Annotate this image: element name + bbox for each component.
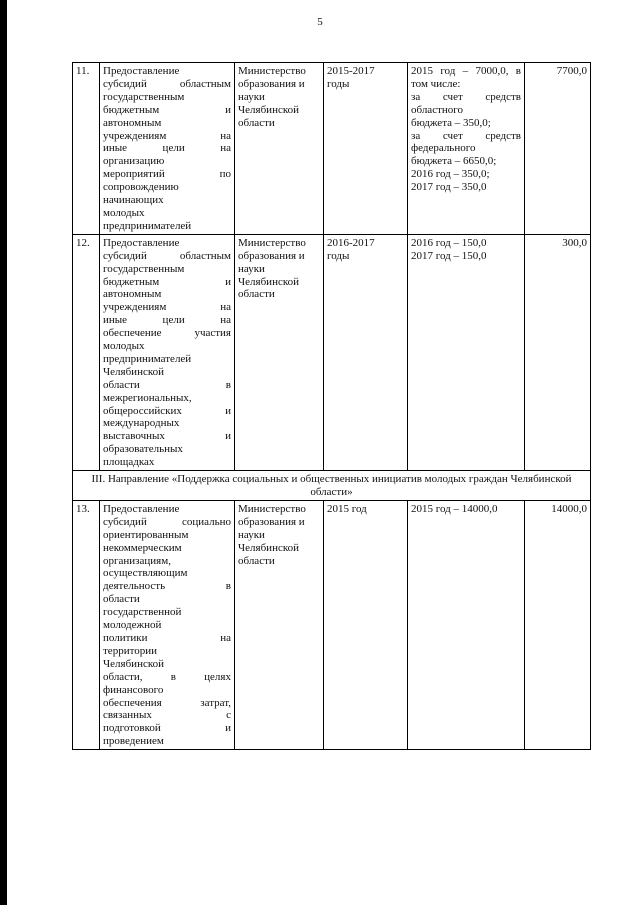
measure-description-line: подготовкой и [103, 722, 231, 735]
measure-description-line: политики на [103, 631, 231, 644]
funding-breakdown-line: 2015 год – 7000,0, в [411, 65, 521, 77]
measure-description-line: области, в целях [103, 670, 231, 683]
row-number: 11. [73, 63, 100, 235]
measure-description-line: государственной [103, 606, 182, 619]
funding-breakdown-line: 2016 год – 150,0 [411, 236, 487, 249]
row-number: 13. [73, 500, 100, 749]
measure-description-line: области в [103, 378, 231, 391]
funding-breakdown [408, 234, 525, 470]
measure-description-line: осуществляющим [103, 567, 188, 580]
implementation-period-line: годы [327, 249, 350, 262]
implementation-period [324, 63, 408, 235]
measure-description-line: бюджетным и [103, 103, 231, 116]
implementation-period-line: 2016-2017 [327, 236, 375, 249]
page-edge-shadow [0, 0, 7, 905]
funding-breakdown-line: бюджета – 6650,0; [411, 155, 497, 168]
measure-description-line: молодежной [103, 619, 162, 632]
responsible-executor-line: Министерство [238, 65, 306, 77]
implementation-period [324, 234, 408, 470]
measure-description-line: иные цели на [103, 314, 231, 327]
measure-description-line: некоммерческим [103, 541, 182, 554]
section-header-row [73, 471, 591, 501]
measure-description-line: Челябинской [103, 365, 165, 378]
measure-description-line: предпринимателей [103, 219, 192, 232]
measure-description-line: финансового [103, 683, 164, 696]
measure-description-line: предпринимателей [103, 352, 192, 365]
responsible-executor-line: образования и [238, 249, 305, 262]
measure-description-line: ориентированным [103, 528, 189, 541]
responsible-executor-line: области [238, 288, 275, 301]
funding-breakdown-line: том числе: [411, 77, 461, 90]
responsible-executor [235, 500, 324, 749]
measure-description-line: проведением [103, 735, 164, 748]
funding-breakdown-line: бюджета – 350,0; [411, 116, 491, 129]
measure-description-line: общероссийских и [103, 404, 231, 417]
measure-description-line: территории [103, 644, 158, 657]
funding-breakdown-line: за счет средств [411, 90, 521, 103]
section-header: III. Направление «Поддержка социальных и общественных инициатив молодых граждан Челябинской области» [73, 471, 591, 501]
measure-description-line: Предоставление [103, 65, 180, 77]
measure-description-line: международных [103, 417, 180, 430]
measure-description-line: выставочных и [103, 430, 231, 443]
measure-description-line: сопровождению [103, 181, 179, 194]
measure-description-line: обеспечение участия [103, 327, 231, 340]
measure-description-line: Предоставление [103, 502, 180, 515]
measure-description [100, 500, 235, 749]
measure-description-line: государственным [103, 262, 185, 275]
measure-description-line: деятельность в [103, 580, 231, 593]
measure-description-line: субсидий социально [103, 515, 231, 528]
responsible-executor-line: Министерство [238, 502, 306, 515]
table-row [73, 234, 591, 470]
measure-description-line: начинающих [103, 194, 164, 207]
measures-table [72, 62, 591, 750]
measure-description-line: мероприятий по [103, 168, 231, 181]
measure-description-line: Челябинской [103, 657, 165, 670]
measure-description-line: межрегиональных, [103, 391, 192, 404]
responsible-executor-line: Челябинской [238, 103, 300, 116]
funding-breakdown-line: 2015 год – 14000,0 [411, 502, 498, 515]
measure-description-line: субсидий областным [103, 249, 231, 262]
measure-description-line: площадках [103, 456, 155, 469]
implementation-period-line: 2015-2017 [327, 65, 375, 77]
measure-description-line: организациям, [103, 554, 171, 567]
responsible-executor [235, 63, 324, 235]
funding-breakdown [408, 500, 525, 749]
responsible-executor [235, 234, 324, 470]
measure-description-line: связанных с [103, 709, 231, 722]
measure-description-line: молодых [103, 340, 145, 353]
implementation-period-line: годы [327, 77, 350, 90]
measure-description-line: учреждениям на [103, 301, 231, 314]
measure-description-line: обеспечения затрат, [103, 696, 231, 709]
responsible-executor-line: области [238, 554, 275, 567]
measure-description-line: государственным [103, 90, 185, 103]
measure-description-line: молодых [103, 206, 145, 219]
measure-description-line: образовательных [103, 443, 183, 456]
funding-breakdown-line: 2017 год – 350,0 [411, 181, 487, 194]
funding-breakdown-line: областного [411, 103, 464, 116]
responsible-executor-line: области [238, 116, 275, 129]
responsible-executor-line: Челябинской [238, 541, 300, 554]
measure-description-line: субсидий областным [103, 77, 231, 90]
measure-description-line: автономным [103, 116, 162, 129]
responsible-executor-line: образования и [238, 515, 305, 528]
responsible-executor-line: науки [238, 90, 265, 103]
measure-description [100, 63, 235, 235]
funding-breakdown-line: 2016 год – 350,0; [411, 168, 490, 181]
measure-description-line: учреждениям на [103, 129, 231, 142]
measure-description-line: автономным [103, 288, 162, 301]
responsible-executor-line: науки [238, 262, 265, 275]
table-row [73, 63, 591, 235]
funding-breakdown [408, 63, 525, 235]
measure-description-line: области [103, 593, 140, 606]
responsible-executor-line: Министерство [238, 236, 306, 249]
measure-description-line: бюджетным и [103, 275, 231, 288]
implementation-period-line: 2015 год [327, 502, 367, 515]
implementation-period [324, 500, 408, 749]
measure-description [100, 234, 235, 470]
funding-breakdown-line: за счет средств [411, 129, 521, 142]
responsible-executor-line: образования и [238, 77, 305, 90]
responsible-executor-line: науки [238, 528, 265, 541]
page-number: 5 [317, 16, 323, 28]
responsible-executor-line: Челябинской [238, 275, 300, 288]
table-row [73, 500, 591, 749]
funding-total: 300,0 [525, 234, 591, 470]
funding-breakdown-line: федерального [411, 142, 476, 155]
measure-description-line: организацию [103, 155, 165, 168]
row-number: 12. [73, 234, 100, 470]
measure-description-line: иные цели на [103, 142, 231, 155]
funding-total: 7700,0 [525, 63, 591, 235]
funding-total: 14000,0 [525, 500, 591, 749]
funding-breakdown-line: 2017 год – 150,0 [411, 249, 487, 262]
measure-description-line: Предоставление [103, 236, 180, 249]
